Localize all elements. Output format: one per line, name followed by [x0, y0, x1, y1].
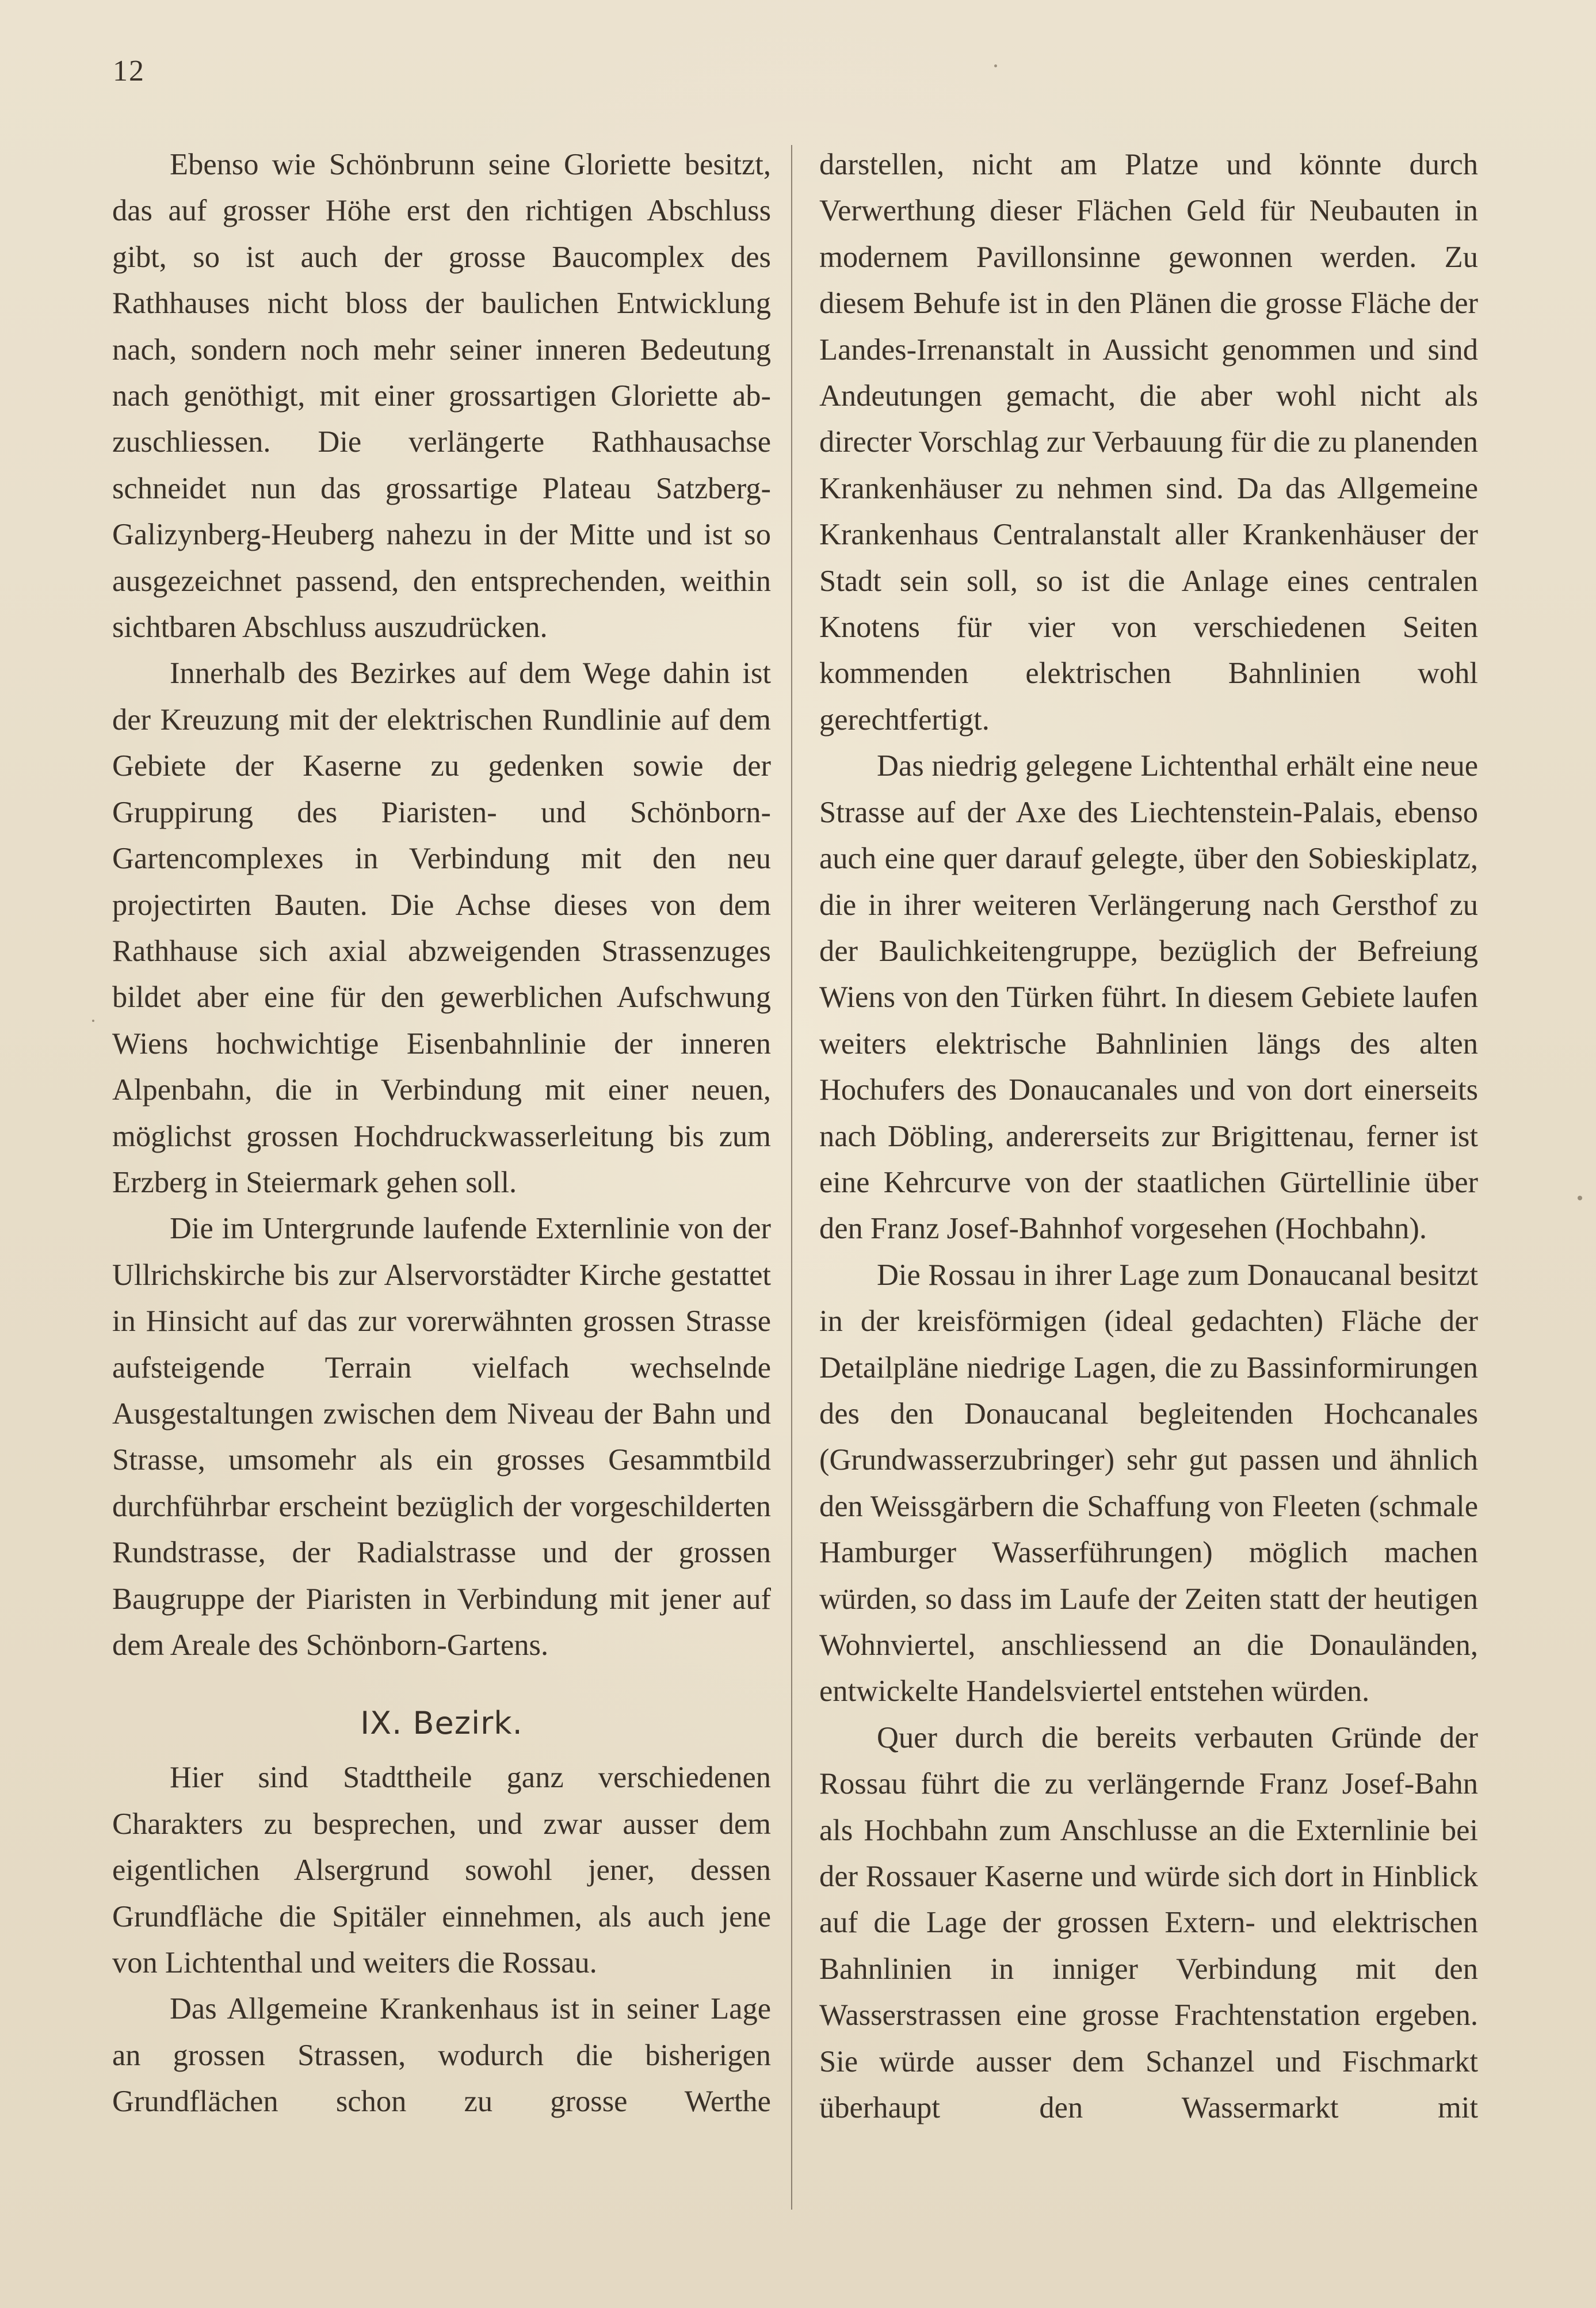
paper-speck	[1578, 1196, 1582, 1200]
paper-speck	[92, 1020, 94, 1022]
page-number: 12	[113, 55, 145, 87]
right-column	[819, 142, 1478, 2131]
paragraph: Das Allgemeine Krankenhaus ist in seiner Lage an grossen Strassen, wodurch die bisherigen Grundflächen schon zu grosse Werthe	[112, 1992, 771, 2119]
paragraph: Innerhalb des Bezirkes auf dem Wege dahin ist der Kreuzung mit der elektrischen Rundlinie auf dem Gebiete der Kaserne zu gedenken sowie der Gruppirung des Piaristen- und Schönborn-Gartencomplexes in Verbindung mit den neu projectirten Bauten. Die Achse dieses von dem Rathhause sich axial abzweigenden Strassenzuges bildet aber eine für den gewerblichen Aufschwung Wiens hochwichtige Eisenbahnlinie der inneren Alpenbahn, die in Verbindung mit einer neuen, möglichst grossen Hochdruckwasserleitung bis zum Erzberg in Steiermark gehen soll.	[112, 657, 771, 1199]
paragraph: Das niedrig gelegene Lichtenthal erhält eine neue Strasse auf der Axe des Liechtenstein-Palais, ebenso auch eine quer darauf gelegte, über den Sobieskiplatz, die in ihrer weiteren Verlängerung nach Gersthof zu der Baulichkeitengruppe, bezüglich der Befreiung Wiens von den Türken führt. In diesem Gebiete laufen weiters elektrische Bahnlinien längs des alten Hochufers des Donaucanales und von dort einerseits nach Döbling, andererseits zur Brigittenau, ferner ist eine Kehrcurve von der staatlichen Gürtellinie über den Franz Josef-Bahnhof vorgesehen (Hochbahn).	[819, 749, 1478, 1246]
paragraph: Hier sind Stadttheile ganz verschiedenen Charakters zu besprechen, und zwar ausser dem eigentlichen Alsergrund sowohl jener, dessen Grundfläche die Spitäler einnehmen, als auch jene von Lichtenthal und weiters die Rossau.	[112, 1761, 771, 1980]
paper-speck	[994, 64, 997, 67]
paragraph: Die Rossau in ihrer Lage zum Donaucanal besitzt in der kreisförmigen (ideal gedachten) Fläche der Detailpläne niedrige Lagen, die zu Bassinformirungen des den Donaucanal begleitenden Hochcanales (Grundwasserzubringer) sehr gut passen und ähnlich den Weissgärbern die Schaffung von Fleeten (schmale Hamburger Wasserführungen) möglich machen würden, so dass im Laufe der Zeiten statt der heutigen Wohnviertel, anschliessend an die Donauländen, entwickelte Handelsviertel entstehen würden.	[819, 1258, 1478, 1708]
paragraph: Quer durch die bereits verbauten Gründe der Rossau führt die zu verlängernde Franz Josef-Bahn als Hochbahn zum Anschlusse an die Externlinie bei der Rossauer Kaserne und würde sich dort in Hinblick auf die Lage der grossen Extern- und elektrischen Bahnlinien in inniger Verbindung mit den Wasserstrassen eine grosse Frachtenstation ergeben. Sie würde ausser dem Schanzel und Fischmarkt überhaupt den Wassermarkt mit	[819, 1720, 1478, 2125]
paragraph: Die im Untergrunde laufende Externlinie von der Ullrichskirche bis zur Alservorstädter Kirche gestattet in Hinsicht auf das zur vorerwähnten grossen Strasse aufsteigende Terrain vielfach wechselnde Ausgestaltungen zwischen dem Niveau der Bahn und Strasse, umsomehr als ein grosses Gesammtbild durchführbar erscheint bezüglich der vorgeschilderten Rundstrasse, der Radialstrasse und der grossen Baugruppe der Piaristen in Verbindung mit jener auf dem Areale des Schönborn-Gartens.	[112, 1212, 771, 1662]
column-divider	[791, 145, 792, 2210]
left-column	[112, 142, 771, 2125]
section-heading: IX. Bezirk.	[360, 1705, 523, 1742]
paragraph: Ebenso wie Schönbrunn seine Gloriette besitzt, das auf grosser Höhe erst den richtigen Abschluss gibt, so ist auch der grosse Baucomplex des Rathhauses nicht bloss der baulichen Entwicklung nach, sondern noch mehr seiner inneren Bedeutung nach genöthigt, mit einer grossartigen Gloriette abzuschliessen. Die verlängerte Rathhausachse schneidet nun das grossartige Plateau Satzberg-Galizynberg-Heuberg nahezu in der Mitte und ist so ausgezeichnet passend, den entsprechenden, weithin sichtbaren Abschluss auszudrücken.	[112, 148, 771, 644]
continued-paragraph: darstellen, nicht am Platze und könnte durch Verwerthung dieser Flächen Geld für Neubauten in modernem Pavillonsinne gewonnen werden. Zu diesem Behufe ist in den Plänen die grosse Fläche der Landes-Irrenanstalt in Aussicht genommen und sind Andeutungen gemacht, die aber wohl nicht als directer Vorschlag zur Verbauung für die zu planenden Krankenhäuser zu nehmen sind. Da das Allgemeine Krankenhaus Centralanstalt aller Krankenhäuser der Stadt sein soll, so ist die Anlage eines centralen Knotens für vier von verschiedenen Seiten kommenden elektrischen Bahnlinien wohl gerechtfertigt.	[819, 148, 1478, 737]
